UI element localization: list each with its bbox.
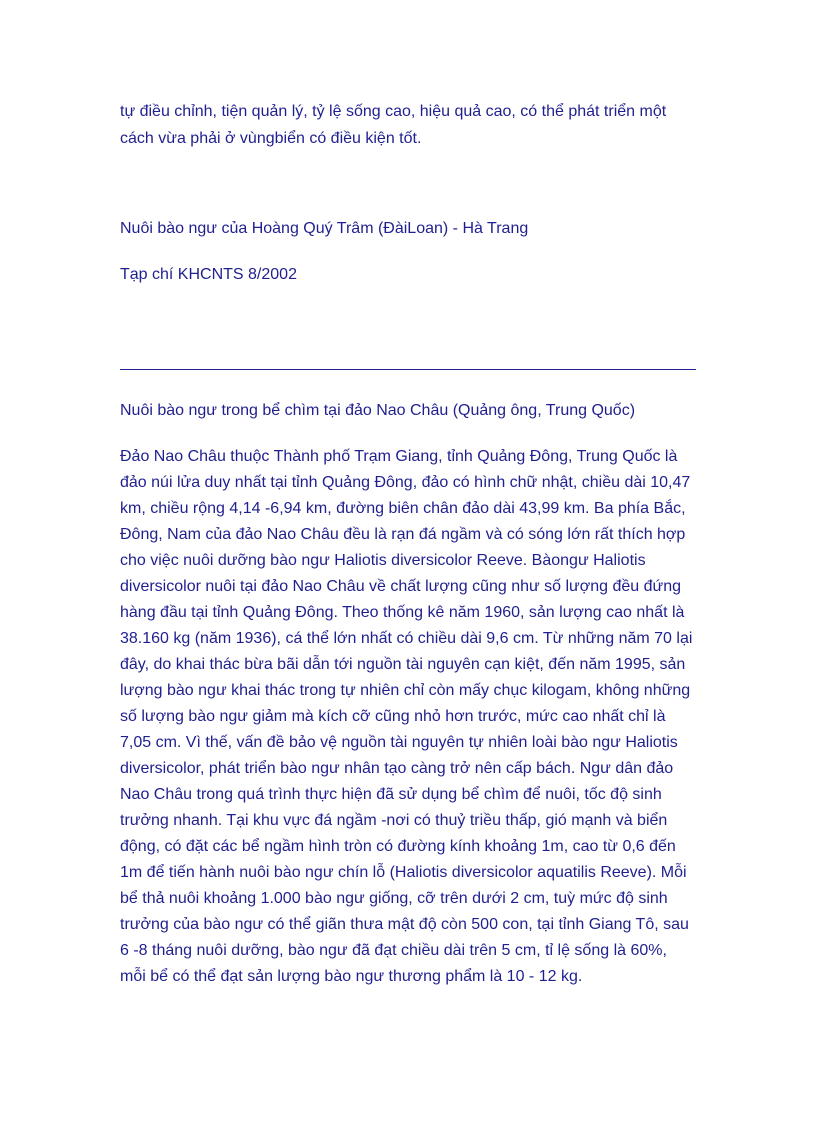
body-line: mỗi bể có thể đạt sản lượng bào ngư thương phẩm là 10 - 12 kg. [120, 968, 583, 985]
article-title: Nuôi bào ngư trong bể chìm tại đảo Nao Châu (Quảng ông, Trung Quốc) [120, 402, 636, 419]
body-line: số lượng bào ngư giảm mà kích cỡ cũng nhỏ hơn trước, mức cao nhất chỉ là [120, 708, 666, 725]
body-line: Nao Châu trong quá trình thực hiện đã sử dụng bể chìm để nuôi, tốc độ sinh [120, 786, 662, 803]
horizontal-divider [120, 369, 696, 370]
body-line: km, chiều rộng 4,14 -6,94 km, đường biên chân đảo dài 43,99 km. Ba phía Bắc, [120, 500, 686, 517]
body-line: cho việc nuôi dưỡng bào ngư Haliotis diversicolor Reeve. Bàongư Haliotis [120, 552, 646, 569]
body-line: đây, do khai thác bừa bãi dẫn tới nguồn tài nguyên cạn kiệt, đến năm 1995, sản [120, 656, 686, 673]
body-line: 38.160 kg (năm 1936), cá thể lớn nhất có chiều dài 9,6 cm. Từ những năm 70 lại [120, 630, 693, 647]
body-line: hàng đầu tại tỉnh Quảng Đông. Theo thống kê năm 1960, sản lượng cao nhất là [120, 604, 685, 621]
intro-line: cách vừa phải ở vùngbiển có điều kiện tốt. [120, 130, 422, 147]
body-line: Đảo Nao Châu thuộc Thành phố Trạm Giang, tỉnh Quảng Đông, Trung Quốc là [120, 448, 678, 465]
body-line: diversicolor nuôi tại đảo Nao Châu về chất lượng cũng như số lượng đều đứng [120, 578, 682, 595]
body-line: 7,05 cm. Vì thế, vấn đề bảo vệ nguồn tài nguyên tự nhiên loài bào ngư Haliotis [120, 734, 678, 751]
body-line: 1m để tiến hành nuôi bào ngư chín lỗ (Haliotis diversicolor aquatilis Reeve). Mỗi [120, 864, 687, 881]
citation-title: Nuôi bào ngư của Hoàng Quý Trâm (ĐàiLoan) - Hà Trang [120, 220, 529, 237]
body-line: đảo núi lửa duy nhất tại tỉnh Quảng Đông, đảo có hình chữ nhật, chiều dài 10,47 [120, 474, 691, 491]
body-line: động, có đặt các bể ngầm hình tròn có đường kính khoảng 1m, cao từ 0,6 đến [120, 838, 676, 855]
body-line: trưởng của bào ngư có thể giãn thưa mật độ còn 500 con, tại tỉnh Giang Tô, sau [120, 916, 689, 933]
body-line: lượng bào ngư khai thác trong tự nhiên chỉ còn mấy chục kilogam, không những [120, 682, 691, 699]
citation-source: Tạp chí KHCNTS 8/2002 [120, 266, 297, 283]
body-line: 6 -8 tháng nuôi dưỡng, bào ngư đã đạt chiều dài trên 5 cm, tỉ lệ sống là 60%, [120, 942, 667, 959]
body-line: Đông, Nam của đảo Nao Châu đều là rạn đá ngầm và có sóng lớn rất thích hợp [120, 526, 686, 543]
body-line: trưởng nhanh. Tại khu vực đá ngầm -nơi có thuỷ triều thấp, gió mạnh và biển [120, 812, 668, 829]
body-line: bể thả nuôi khoảng 1.000 bào ngư giống, cỡ trên dưới 2 cm, tuỳ mức độ sinh [120, 890, 668, 907]
body-line: diversicolor, phát triển bào ngư nhân tạo càng trở nên cấp bách. Ngư dân đảo [120, 760, 674, 777]
intro-line: tự điều chỉnh, tiện quản lý, tỷ lệ sống cao, hiệu quả cao, có thể phát triển một [120, 103, 667, 120]
